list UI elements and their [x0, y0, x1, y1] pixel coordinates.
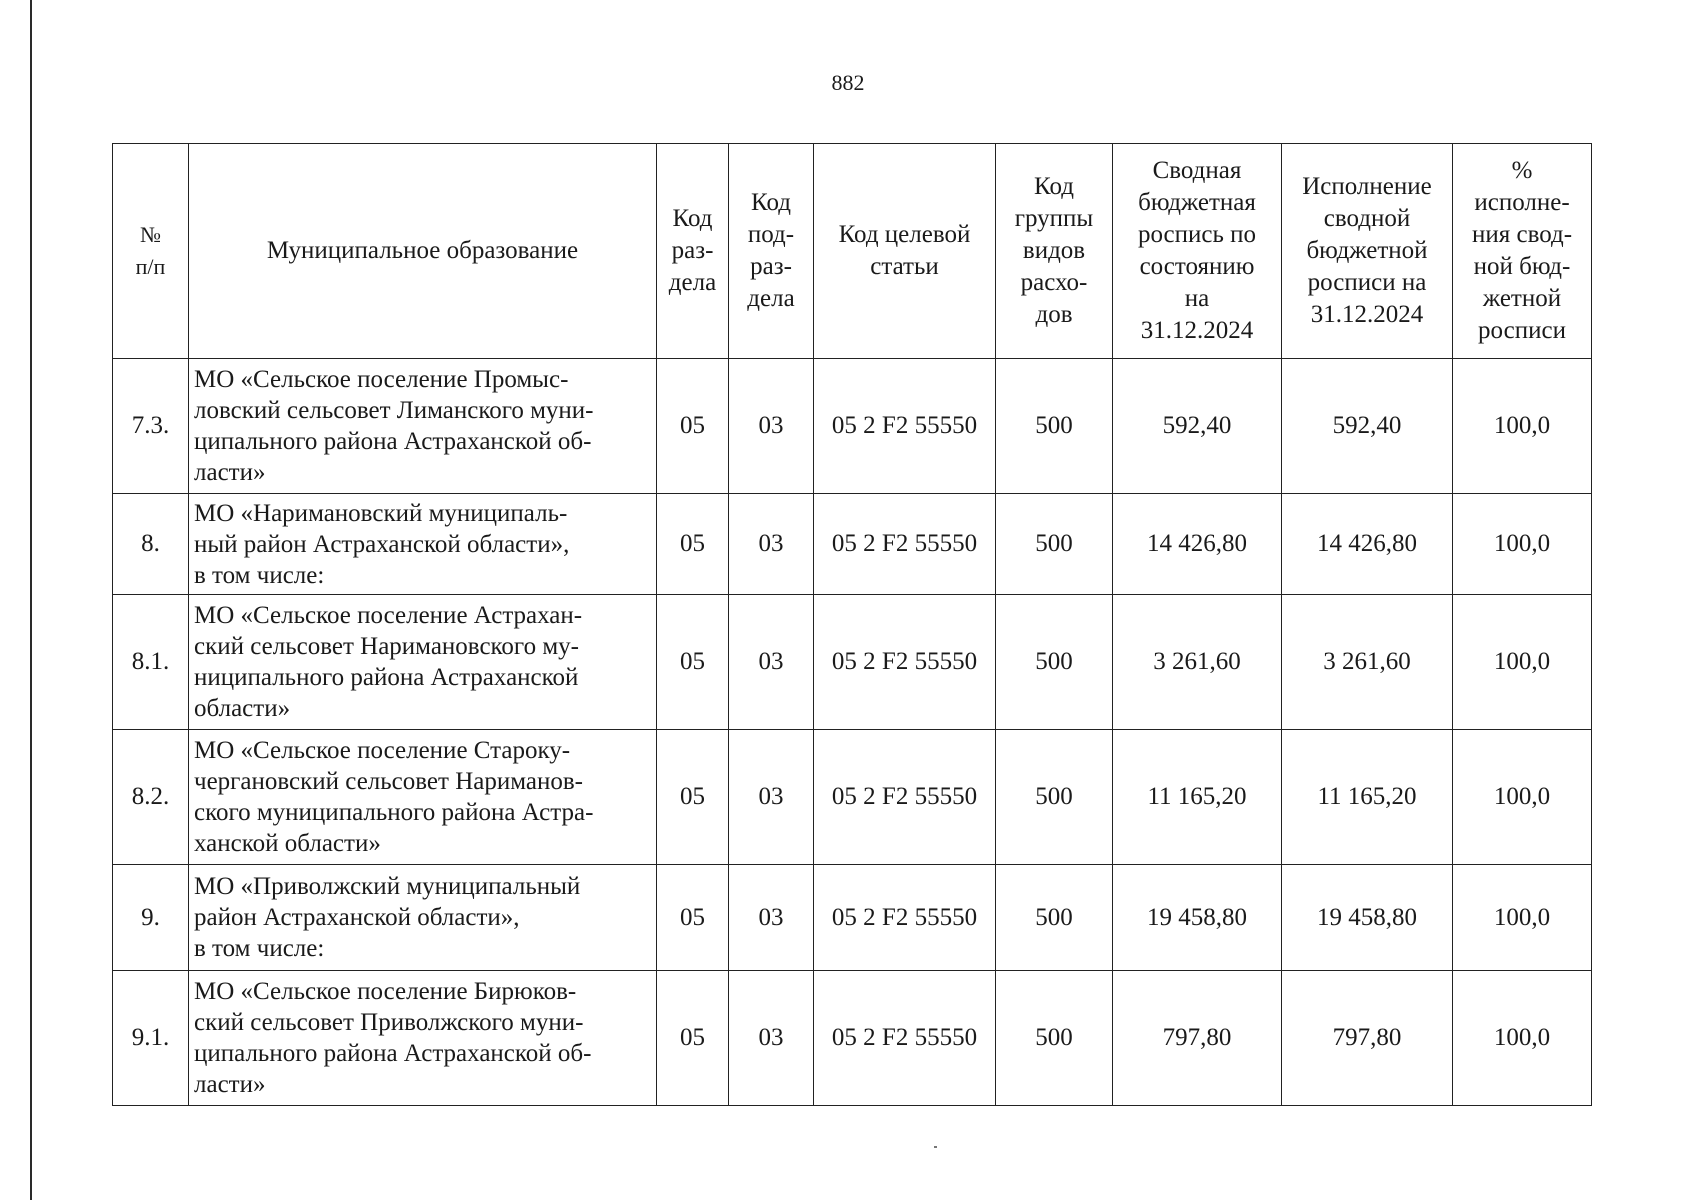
target-code: 05 2 F2 55550 [814, 359, 996, 494]
text-line: состоянию [1139, 253, 1255, 280]
text-line: исполне- [1474, 189, 1570, 216]
text-line: ласти» [194, 459, 266, 486]
row-number: 7.3. [113, 359, 189, 494]
budget-amount: 3 261,60 [1113, 595, 1282, 730]
budget-execution-table [112, 143, 1592, 1106]
text-line: ния свод- [1471, 221, 1573, 248]
table-row [113, 865, 1592, 971]
header-expense-group-code [996, 144, 1113, 359]
municipality-name [189, 494, 657, 595]
execution-amount: 11 165,20 [1282, 730, 1453, 865]
subsection-code: 03 [729, 730, 814, 865]
execution-percent: 100,0 [1453, 359, 1592, 494]
text-line: Код [1034, 173, 1074, 200]
expense-group-code: 500 [996, 359, 1113, 494]
text-line: дела [747, 285, 795, 312]
text-line: Код [672, 205, 713, 232]
text-line: видов [1022, 237, 1086, 264]
expense-group-code: 500 [996, 865, 1113, 971]
page-number: 882 [831, 70, 865, 95]
execution-percent: 100,0 [1453, 494, 1592, 595]
section-code: 05 [657, 730, 729, 865]
text-line: сводной [1323, 205, 1411, 232]
table-row [113, 730, 1592, 865]
text-line: роспись по [1137, 221, 1257, 248]
row-number: 9. [113, 865, 189, 971]
municipality-name [189, 595, 657, 730]
text-line: № [140, 222, 161, 247]
text-line: район Астраханской области», [194, 904, 520, 931]
table-header-row [113, 144, 1592, 359]
execution-amount: 592,40 [1282, 359, 1453, 494]
target-code: 05 2 F2 55550 [814, 730, 996, 865]
text-line: ласти» [194, 1071, 266, 1098]
text-line: в том числе: [194, 935, 325, 962]
target-code: 05 2 F2 55550 [814, 595, 996, 730]
scan-dot [934, 1146, 937, 1148]
text-line: п/п [135, 254, 166, 279]
execution-amount: 797,80 [1282, 971, 1453, 1106]
execution-percent: 100,0 [1453, 971, 1592, 1106]
header-budget-schedule [1113, 144, 1282, 359]
text-line: расхо- [1020, 269, 1088, 296]
expense-group-code: 500 [996, 595, 1113, 730]
text-line: 31.12.2024 [1140, 317, 1254, 344]
text-line: в том числе: [194, 561, 325, 589]
text-line: чергановский сельсовет Нариманов- [194, 768, 583, 795]
subsection-code: 03 [729, 494, 814, 595]
municipality-name [189, 730, 657, 865]
expense-group-code: 500 [996, 494, 1113, 595]
header-num [113, 144, 189, 359]
budget-amount: 11 165,20 [1113, 730, 1282, 865]
budget-amount: 19 458,80 [1113, 865, 1282, 971]
text-line: бюджетной [1306, 237, 1428, 264]
header-execution [1282, 144, 1453, 359]
execution-percent: 100,0 [1453, 865, 1592, 971]
text-line: 31.12.2024 [1310, 301, 1424, 328]
text-line: МО «Сельское поселение Промыс- [194, 366, 569, 393]
row-number: 8.2. [113, 730, 189, 865]
execution-amount: 14 426,80 [1282, 494, 1453, 595]
text-line: Сводная [1152, 157, 1242, 184]
text-line: % [1511, 157, 1533, 184]
text-line: ной бюд- [1473, 253, 1571, 280]
text-line: МО «Сельское поселение Астрахан- [194, 602, 583, 629]
text-line: жетной [1482, 285, 1562, 312]
budget-amount: 14 426,80 [1113, 494, 1282, 595]
text-line: Муниципальное образование [266, 237, 579, 264]
table-row [113, 494, 1592, 595]
municipality-name [189, 359, 657, 494]
text-line: ханской области» [194, 830, 381, 857]
text-line: МО «Приволжский муниципальный [194, 873, 581, 900]
header-subsection-code [729, 144, 814, 359]
subsection-code: 03 [729, 595, 814, 730]
expense-group-code: 500 [996, 971, 1113, 1106]
text-line: бюджетная [1138, 189, 1256, 216]
header-municipality [189, 144, 657, 359]
text-line: под- [747, 221, 795, 248]
target-code: 05 2 F2 55550 [814, 494, 996, 595]
text-line: группы [1014, 205, 1094, 232]
page-left-edge-line [30, 0, 32, 1200]
expense-group-code: 500 [996, 730, 1113, 865]
table-body [113, 359, 1592, 1106]
execution-amount: 19 458,80 [1282, 865, 1453, 971]
row-number: 8. [113, 494, 189, 595]
row-number: 9.1. [113, 971, 189, 1106]
text-line: статьи [870, 253, 939, 280]
header-section-code [657, 144, 729, 359]
execution-percent: 100,0 [1453, 595, 1592, 730]
text-line: МО «Сельское поселение Староку- [194, 737, 571, 764]
budget-amount: 797,80 [1113, 971, 1282, 1106]
text-line: ципального района Астраханской об- [194, 428, 592, 455]
text-line: Код [751, 189, 791, 216]
header-percent [1453, 144, 1592, 359]
text-line: Исполнение [1302, 173, 1432, 200]
text-line: области» [194, 695, 291, 722]
section-code: 05 [657, 865, 729, 971]
text-line: ский сельсовет Приволжского муни- [194, 1009, 584, 1036]
text-line: росписи [1478, 317, 1566, 344]
text-line: раз- [671, 237, 714, 264]
text-line: дов [1035, 301, 1073, 328]
target-code: 05 2 F2 55550 [814, 865, 996, 971]
text-line: дела [668, 269, 717, 296]
section-code: 05 [657, 971, 729, 1106]
subsection-code: 03 [729, 359, 814, 494]
text-line: росписи на [1307, 269, 1427, 296]
execution-amount: 3 261,60 [1282, 595, 1453, 730]
text-line: на [1184, 285, 1210, 312]
text-line: ловский сельсовет Лиманского муни- [194, 397, 594, 424]
text-line: ского муниципального района Астра- [194, 799, 594, 826]
subsection-code: 03 [729, 865, 814, 971]
text-line: ниципального района Астраханской [194, 664, 579, 691]
text-line: ский сельсовет Наримановского му- [194, 633, 579, 660]
subsection-code: 03 [729, 971, 814, 1106]
municipality-name [189, 865, 657, 971]
section-code: 05 [657, 595, 729, 730]
municipality-name [189, 971, 657, 1106]
row-number: 8.1. [113, 595, 189, 730]
header-target-code [814, 144, 996, 359]
text-line: раз- [750, 253, 792, 280]
text-line: Код целевой [838, 221, 971, 248]
section-code: 05 [657, 359, 729, 494]
text-line: ципального района Астраханской об- [194, 1040, 592, 1067]
text-line: ный район Астраханской области», [194, 530, 570, 558]
execution-percent: 100,0 [1453, 730, 1592, 865]
table-row [113, 359, 1592, 494]
text-line: МО «Наримановский муниципаль- [194, 499, 568, 527]
table-row [113, 595, 1592, 730]
section-code: 05 [657, 494, 729, 595]
text-line: МО «Сельское поселение Бирюков- [194, 978, 577, 1005]
target-code: 05 2 F2 55550 [814, 971, 996, 1106]
table-row [113, 971, 1592, 1106]
budget-amount: 592,40 [1113, 359, 1282, 494]
